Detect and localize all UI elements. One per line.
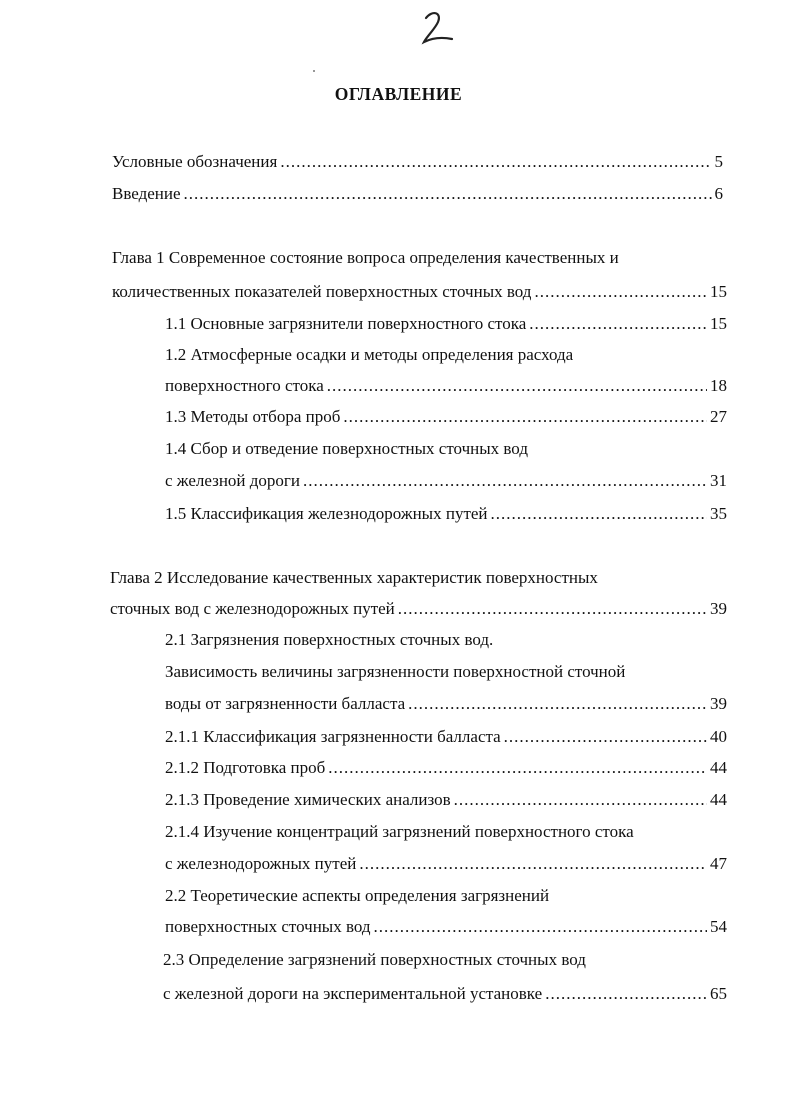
leader-dots [545, 982, 707, 1006]
leader-dots [303, 469, 707, 493]
toc-entry-2-1-2 [165, 756, 727, 780]
handwritten-page-number [418, 8, 458, 48]
toc-entry-2-1-4 [165, 852, 727, 876]
toc-entry-1-4 [165, 469, 727, 493]
toc-entry-label: 1.1 Основные загрязнители поверхностного стока [165, 314, 527, 333]
toc-entry-2-3-line1: 2.3 Определение загрязнений поверхностных сточных вод [163, 950, 586, 969]
toc-entry-label: 2.1.1 Классификация загрязненности балласта [165, 727, 501, 746]
toc-entry-page: 15 [710, 314, 727, 333]
toc-entry-2-1-4-line1: 2.1.4 Изучение концентраций загрязнений поверхностного стока [165, 822, 634, 841]
leader-dots [529, 312, 707, 336]
toc-entry-page: 44 [710, 790, 727, 809]
chapter2-title-line2: сточных вод с железнодорожных путей [110, 599, 395, 618]
toc-entry-intro [112, 182, 723, 206]
toc-entry-1-1 [165, 312, 727, 336]
toc-entry-page: 47 [710, 854, 727, 873]
toc-entry-page: 40 [710, 727, 727, 746]
leader-dots [374, 915, 707, 939]
toc-entry-page: 39 [710, 694, 727, 713]
toc-entry-2-1 [165, 692, 727, 716]
toc-entry-page: 31 [710, 471, 727, 490]
toc-entry-2-1-3 [165, 788, 727, 812]
toc-entry-1-2 [165, 374, 727, 398]
toc-entry-page: 44 [710, 758, 727, 777]
toc-entry-page: 27 [710, 407, 727, 426]
chapter1-title-line2: количественных показателей поверхностных сточных вод [112, 282, 532, 301]
leader-dots [327, 374, 707, 398]
leader-dots [359, 852, 707, 876]
toc-entry-conventions [112, 150, 723, 174]
toc-entry-label: поверхностного стока [165, 376, 324, 395]
leader-dots [328, 756, 707, 780]
toc-entry-label: Введение [112, 184, 181, 203]
toc-entry-label: с железной дороги на экспериментальной установке [163, 984, 543, 1003]
leader-dots [343, 405, 707, 429]
leader-dots [454, 788, 707, 812]
scan-speck [313, 70, 315, 72]
toc-entry-page: 54 [710, 917, 727, 936]
toc-entry-page: 35 [710, 504, 727, 523]
toc-entry-2-3 [163, 982, 727, 1006]
toc-entry-1-3 [165, 405, 727, 429]
toc-entry-label: 1.5 Классификация железнодорожных путей [165, 504, 488, 523]
toc-entry-label: с железной дороги [165, 471, 300, 490]
toc-entry-2-1-line2: Зависимость величины загрязненности поверхностной сточной [165, 662, 626, 681]
leader-dots [491, 502, 707, 526]
leader-dots [408, 692, 707, 716]
toc-entry-label: 2.1.2 Подготовка проб [165, 758, 326, 777]
toc-entry-1-5 [165, 502, 727, 526]
leader-dots [184, 182, 712, 206]
chapter1-title-line1: Глава 1 Современное состояние вопроса определения качественных и [112, 248, 619, 267]
page-title: ОГЛАВЛЕНИЕ [334, 84, 463, 104]
toc-entry-label: Условные обозначения [112, 152, 278, 171]
toc-entry-page: 39 [710, 599, 727, 618]
leader-dots [280, 150, 711, 174]
toc-entry-label: воды от загрязненности балласта [165, 694, 406, 713]
toc-entry-page: 65 [710, 984, 727, 1003]
leader-dots [534, 280, 707, 304]
toc-entry-chapter1 [112, 280, 727, 304]
toc-entry-2-2-line1: 2.2 Теоретические аспекты определения загрязнений [165, 886, 550, 905]
leader-dots [398, 597, 707, 621]
toc-entry-page: 6 [714, 184, 723, 203]
toc-entry-1-4-line1: 1.4 Сбор и отведение поверхностных сточных вод [165, 439, 528, 458]
toc-entry-2-1-1 [165, 725, 727, 749]
chapter2-title-line1: Глава 2 Исследование качественных характеристик поверхностных [110, 568, 598, 587]
toc-entry-label: поверхностных сточных вод [165, 917, 371, 936]
leader-dots [504, 725, 707, 749]
toc-entry-page: 15 [710, 282, 727, 301]
toc-entry-2-2 [165, 915, 727, 939]
toc-entry-1-2-line1: 1.2 Атмосферные осадки и методы определения расхода [165, 345, 574, 364]
toc-entry-page: 5 [714, 152, 723, 171]
toc-entry-chapter2 [110, 597, 727, 621]
toc-entry-label: 1.3 Методы отбора проб [165, 407, 341, 426]
toc-entry-2-1-line1: 2.1 Загрязнения поверхностных сточных вод. [165, 630, 494, 649]
toc-entry-label: с железнодорожных путей [165, 854, 357, 873]
toc-entry-page: 18 [710, 376, 727, 395]
toc-entry-label: 2.1.3 Проведение химических анализов [165, 790, 451, 809]
